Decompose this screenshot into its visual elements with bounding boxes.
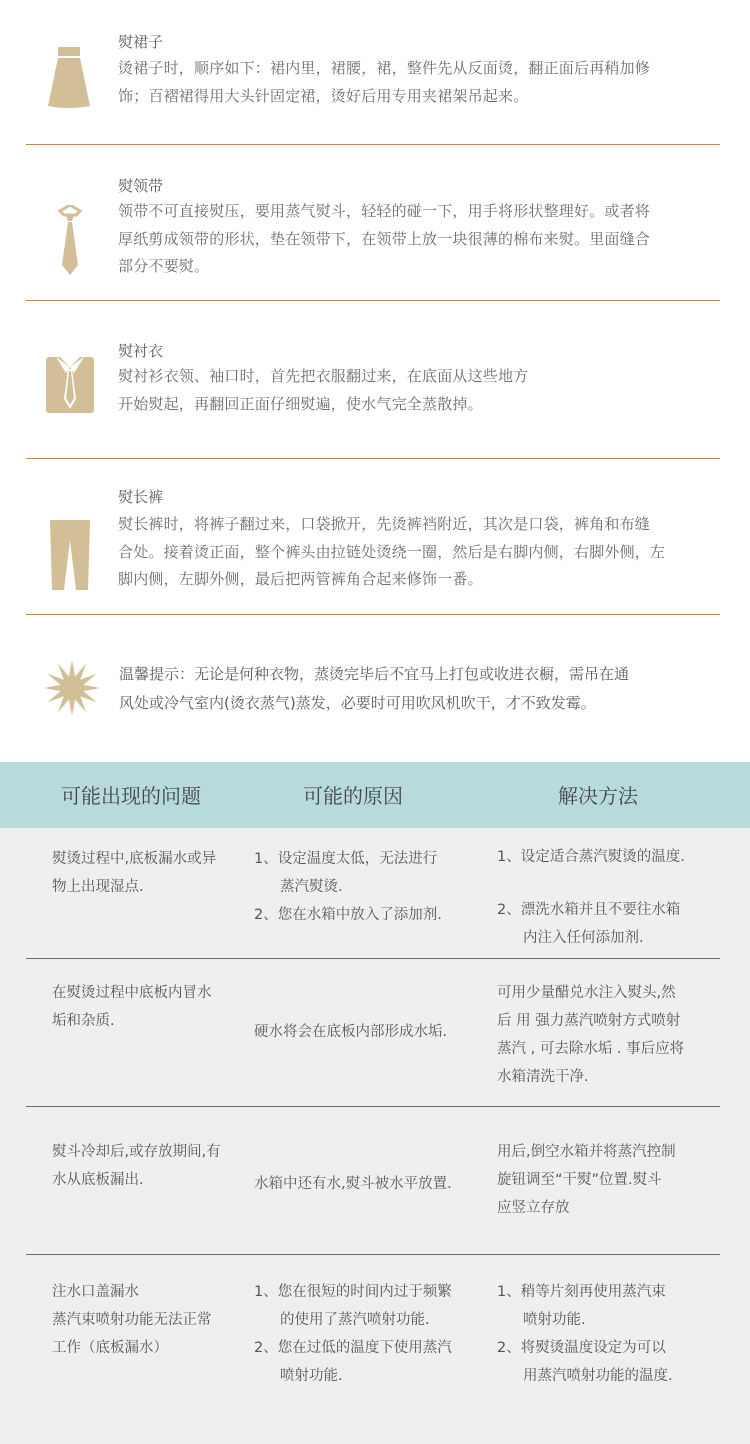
problem-cell [52, 845, 216, 901]
tip-line: 合处。接着烫正面，整个裤头由拉链处烫绕一圈，然后是右脚内侧，右脚外侧，左 [118, 542, 666, 561]
warm-tip-note [0, 640, 750, 740]
troubleshooting-table [0, 762, 750, 1444]
tip-body [118, 55, 718, 110]
tip-line: 烫裙子时，顺序如下：裙内里，裙腰，裙，整件先从反面烫，翻正面后再稍加修 [118, 59, 651, 77]
problem-cell [52, 1278, 212, 1362]
tip-line: 部分不要熨。 [118, 257, 210, 275]
problem-cell [52, 979, 212, 1035]
tip-line: 熨长裤时，将裤子翻过来，口袋掀开，先烫裤裆附近，其次是口袋，裤角和布缝 [118, 515, 651, 533]
tip-line: 厚纸剪成领带的形状，垫在领带下，在领带上放一块很薄的棉布来熨。里面缝合 [118, 229, 651, 248]
cell-line: 可用少量醋兑水注入熨头,然 [497, 985, 676, 1001]
cell-line: 注水口盖漏水 [52, 1284, 139, 1300]
cell-line: 在熨烫过程中底板内冒水 [52, 985, 212, 1001]
tip-necktie [0, 145, 750, 300]
tip-line: 熨衬衫衣领、袖口时，首先把衣服翻过来，在底面从这些地方 [118, 367, 529, 385]
cell-line: 用后,倒空水箱并将蒸汽控制 [497, 1144, 676, 1160]
cause-cell [254, 1018, 447, 1046]
cell-line: 蒸汽熨烫. [280, 879, 343, 895]
tip-trousers [0, 459, 750, 614]
cause-cell [254, 845, 442, 929]
cell-line: 水箱中还有水,熨斗被水平放置. [254, 1176, 452, 1192]
tip-skirt [0, 0, 750, 145]
table-row [0, 1107, 750, 1254]
tip-title: 熨裙子 [118, 33, 164, 51]
tip-body [118, 511, 718, 594]
cell-line: 1、设定温度太低，无法进行 [254, 851, 438, 867]
cell-line [497, 871, 685, 896]
shirt-icon [42, 353, 98, 415]
cell-line: 的使用了蒸汽喷射功能. [280, 1312, 430, 1328]
solution-cell [497, 1138, 676, 1222]
cell-line: 2、将熨烫温度设定为可以 [497, 1340, 666, 1356]
tip-title: 熨领带 [118, 177, 164, 195]
note-line: 温馨提示：无论是何种衣物，蒸烫完毕后不宜马上打包或收进衣橱，需吊在通 [119, 665, 630, 683]
table-row [0, 828, 750, 958]
cell-line: 内注入任何添加剂. [523, 930, 644, 946]
cell-line: 熨斗冷却后,或存放期间,有 [52, 1144, 221, 1160]
column-header-problem: 可能出现的问题 [61, 784, 201, 808]
tip-title: 熨长裤 [118, 488, 164, 506]
cell-line: 喷射功能. [280, 1368, 343, 1384]
solution-cell [497, 979, 684, 1091]
cell-line: 应竖立存放 [497, 1200, 570, 1216]
tip-line: 开始熨起，再翻回正面仔细熨遍，使水气完全蒸散掉。 [118, 394, 483, 413]
cell-line: 工作（底板漏水） [52, 1340, 168, 1356]
table-row [0, 959, 750, 1106]
cause-cell [254, 1170, 452, 1198]
cell-line: 2、漂洗水箱并且不要往水箱 [497, 902, 681, 918]
cell-line: 后 用 强力蒸汽喷射方式喷射 [497, 1013, 681, 1029]
cell-line: 2、您在水箱中放入了添加剂. [254, 907, 442, 923]
solution-cell [497, 1278, 673, 1390]
table-header [0, 762, 750, 828]
cell-line: 1、稍等片刻再使用蒸汽束 [497, 1284, 666, 1300]
cell-line: 1、您在很短的时间内过于频繁 [254, 1284, 452, 1300]
cell-line: 水箱清洗干净. [497, 1069, 589, 1085]
column-header-cause: 可能的原因 [303, 784, 403, 808]
cell-line: 喷射功能. [523, 1312, 586, 1328]
note-line: 风处或冷气室内(烫衣蒸气)蒸发，必要时可用吹风机吹干，才不致发霉。 [119, 694, 596, 712]
divider [26, 614, 720, 615]
necktie-icon [42, 205, 98, 277]
solution-cell [497, 843, 685, 952]
table-row [0, 1255, 750, 1444]
tip-body [118, 363, 718, 418]
skirt-icon [42, 44, 98, 110]
tip-shirt [0, 301, 750, 458]
cell-line: 垢和杂质. [52, 1013, 115, 1029]
cell-line: 水从底板漏出. [52, 1172, 144, 1188]
cause-cell [254, 1278, 452, 1390]
tip-line: 脚内侧，左脚外侧，最后把两管裤角合起来修饰一番。 [118, 570, 483, 588]
cell-line: 蒸汽束喷射功能无法正常 [52, 1312, 212, 1328]
cell-line: 用蒸汽喷射功能的温度. [523, 1368, 673, 1384]
cell-line: 物上出现湿点. [52, 879, 144, 895]
cell-line: 硬水将会在底板内部形成水垢. [254, 1024, 448, 1040]
tip-body [118, 198, 718, 281]
cell-line: 1、设定适合蒸汽熨烫的温度. [497, 849, 685, 865]
tip-line: 领带不可直接熨压，要用蒸气熨斗，轻轻的碰一下，用手将形状整理好。或者将 [118, 202, 651, 220]
cell-line: 蒸汽 , 可去除水垢 . 事后应将 [497, 1041, 685, 1057]
trousers-icon [42, 518, 98, 592]
cell-line: 2、您在过低的温度下使用蒸汽 [254, 1340, 452, 1356]
problem-cell [52, 1138, 221, 1194]
tip-line: 饰；百褶裙得用大头针固定裙，烫好后用专用夹裙架吊起来。 [118, 86, 529, 105]
tip-title: 熨衬衣 [118, 342, 164, 360]
cell-line: 旋钮调至“干熨”位置.熨斗 [497, 1172, 662, 1188]
cell-line: 熨烫过程中,底板漏水或异 [52, 851, 217, 867]
column-header-solution: 解决方法 [558, 784, 638, 808]
star-burst-icon [42, 658, 102, 718]
warm-tip-text [119, 660, 629, 718]
